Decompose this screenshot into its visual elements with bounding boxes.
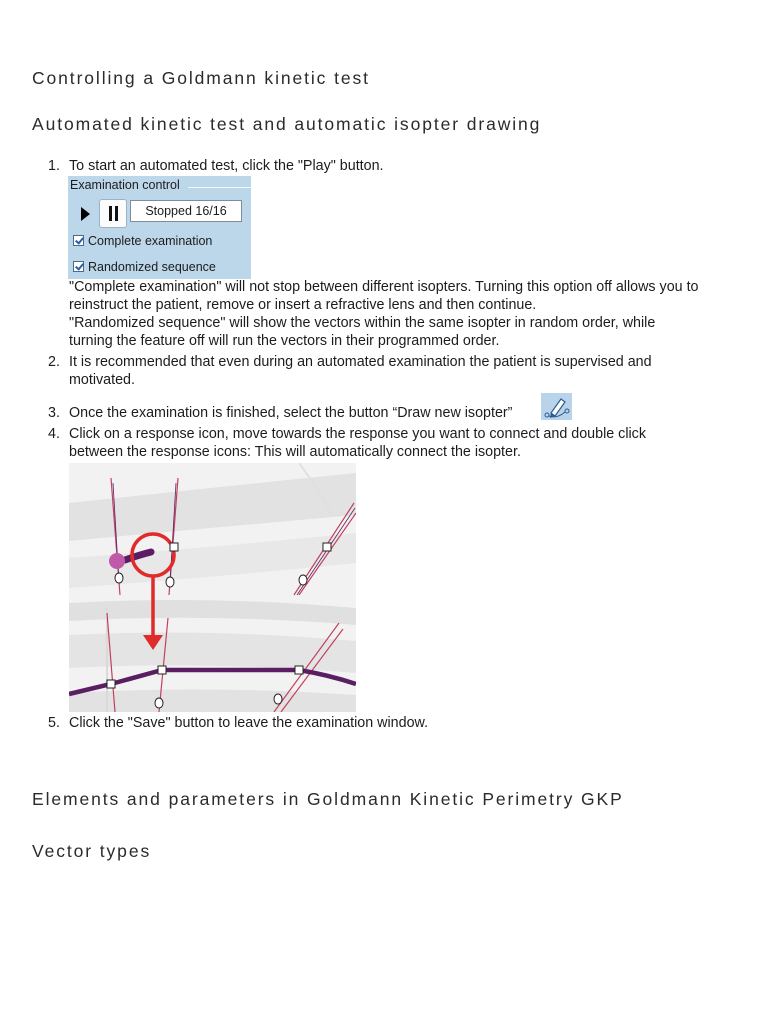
pause-button[interactable] [99,199,127,228]
note-line: reinstruct the patient, remove or insert a refractive lens and then continue. [69,297,537,313]
step-4-text: between the response icons: This will automatically connect the isopter. [69,444,521,460]
step-1-text: To start an automated test, click the "Play" button. [69,158,384,174]
step-number: 4. [48,426,60,442]
pen-draw-icon [541,393,572,420]
step-2-text: motivated. [69,372,135,388]
note-line: "Complete examination" will not stop between different isopters. Turning this option off allows you to [69,279,699,295]
subsection-heading: Automated kinetic test and automatic isopter drawing [32,114,542,134]
randomized-sequence-label: Randomized sequence [88,260,216,274]
step-4-text: Click on a response icon, move towards the response you want to connect and double click [69,426,646,442]
isopter-connection-illustration [69,463,356,712]
panel-divider [188,187,251,188]
pause-icon [109,206,112,221]
step-number: 1. [48,158,60,174]
checkbox-checked-icon[interactable] [73,261,84,272]
step-3-text: Once the examination is finished, select the button “Draw new isopter” [69,405,513,421]
step-number: 3. [48,405,60,421]
complete-examination-option[interactable] [73,234,212,248]
play-icon[interactable] [74,202,98,226]
section-heading: Controlling a Goldmann kinetic test [32,68,370,88]
examination-control-panel [68,176,251,279]
step-2-text: It is recommended that even during an automated examination the patient is supervised and [69,354,652,370]
draw-new-isopter-button[interactable] [541,393,572,420]
complete-examination-label: Complete examination [88,234,213,248]
status-field: Stopped 16/16 [130,200,242,222]
note-line: "Randomized sequence" will show the vectors within the same isopter in random order, while [69,315,656,331]
randomized-sequence-option[interactable] [73,260,216,274]
section-heading: Elements and parameters in Goldmann Kinetic Perimetry GKP [32,789,624,809]
panel-title: Examination control [70,178,180,192]
subsection-heading: Vector types [32,841,152,861]
step-number: 2. [48,354,60,370]
step-5-text: Click the "Save" button to leave the examination window. [69,715,429,731]
step-number: 5. [48,715,60,731]
checkbox-checked-icon[interactable] [73,235,84,246]
note-line: turning the feature off will run the vectors in their programmed order. [69,333,500,349]
